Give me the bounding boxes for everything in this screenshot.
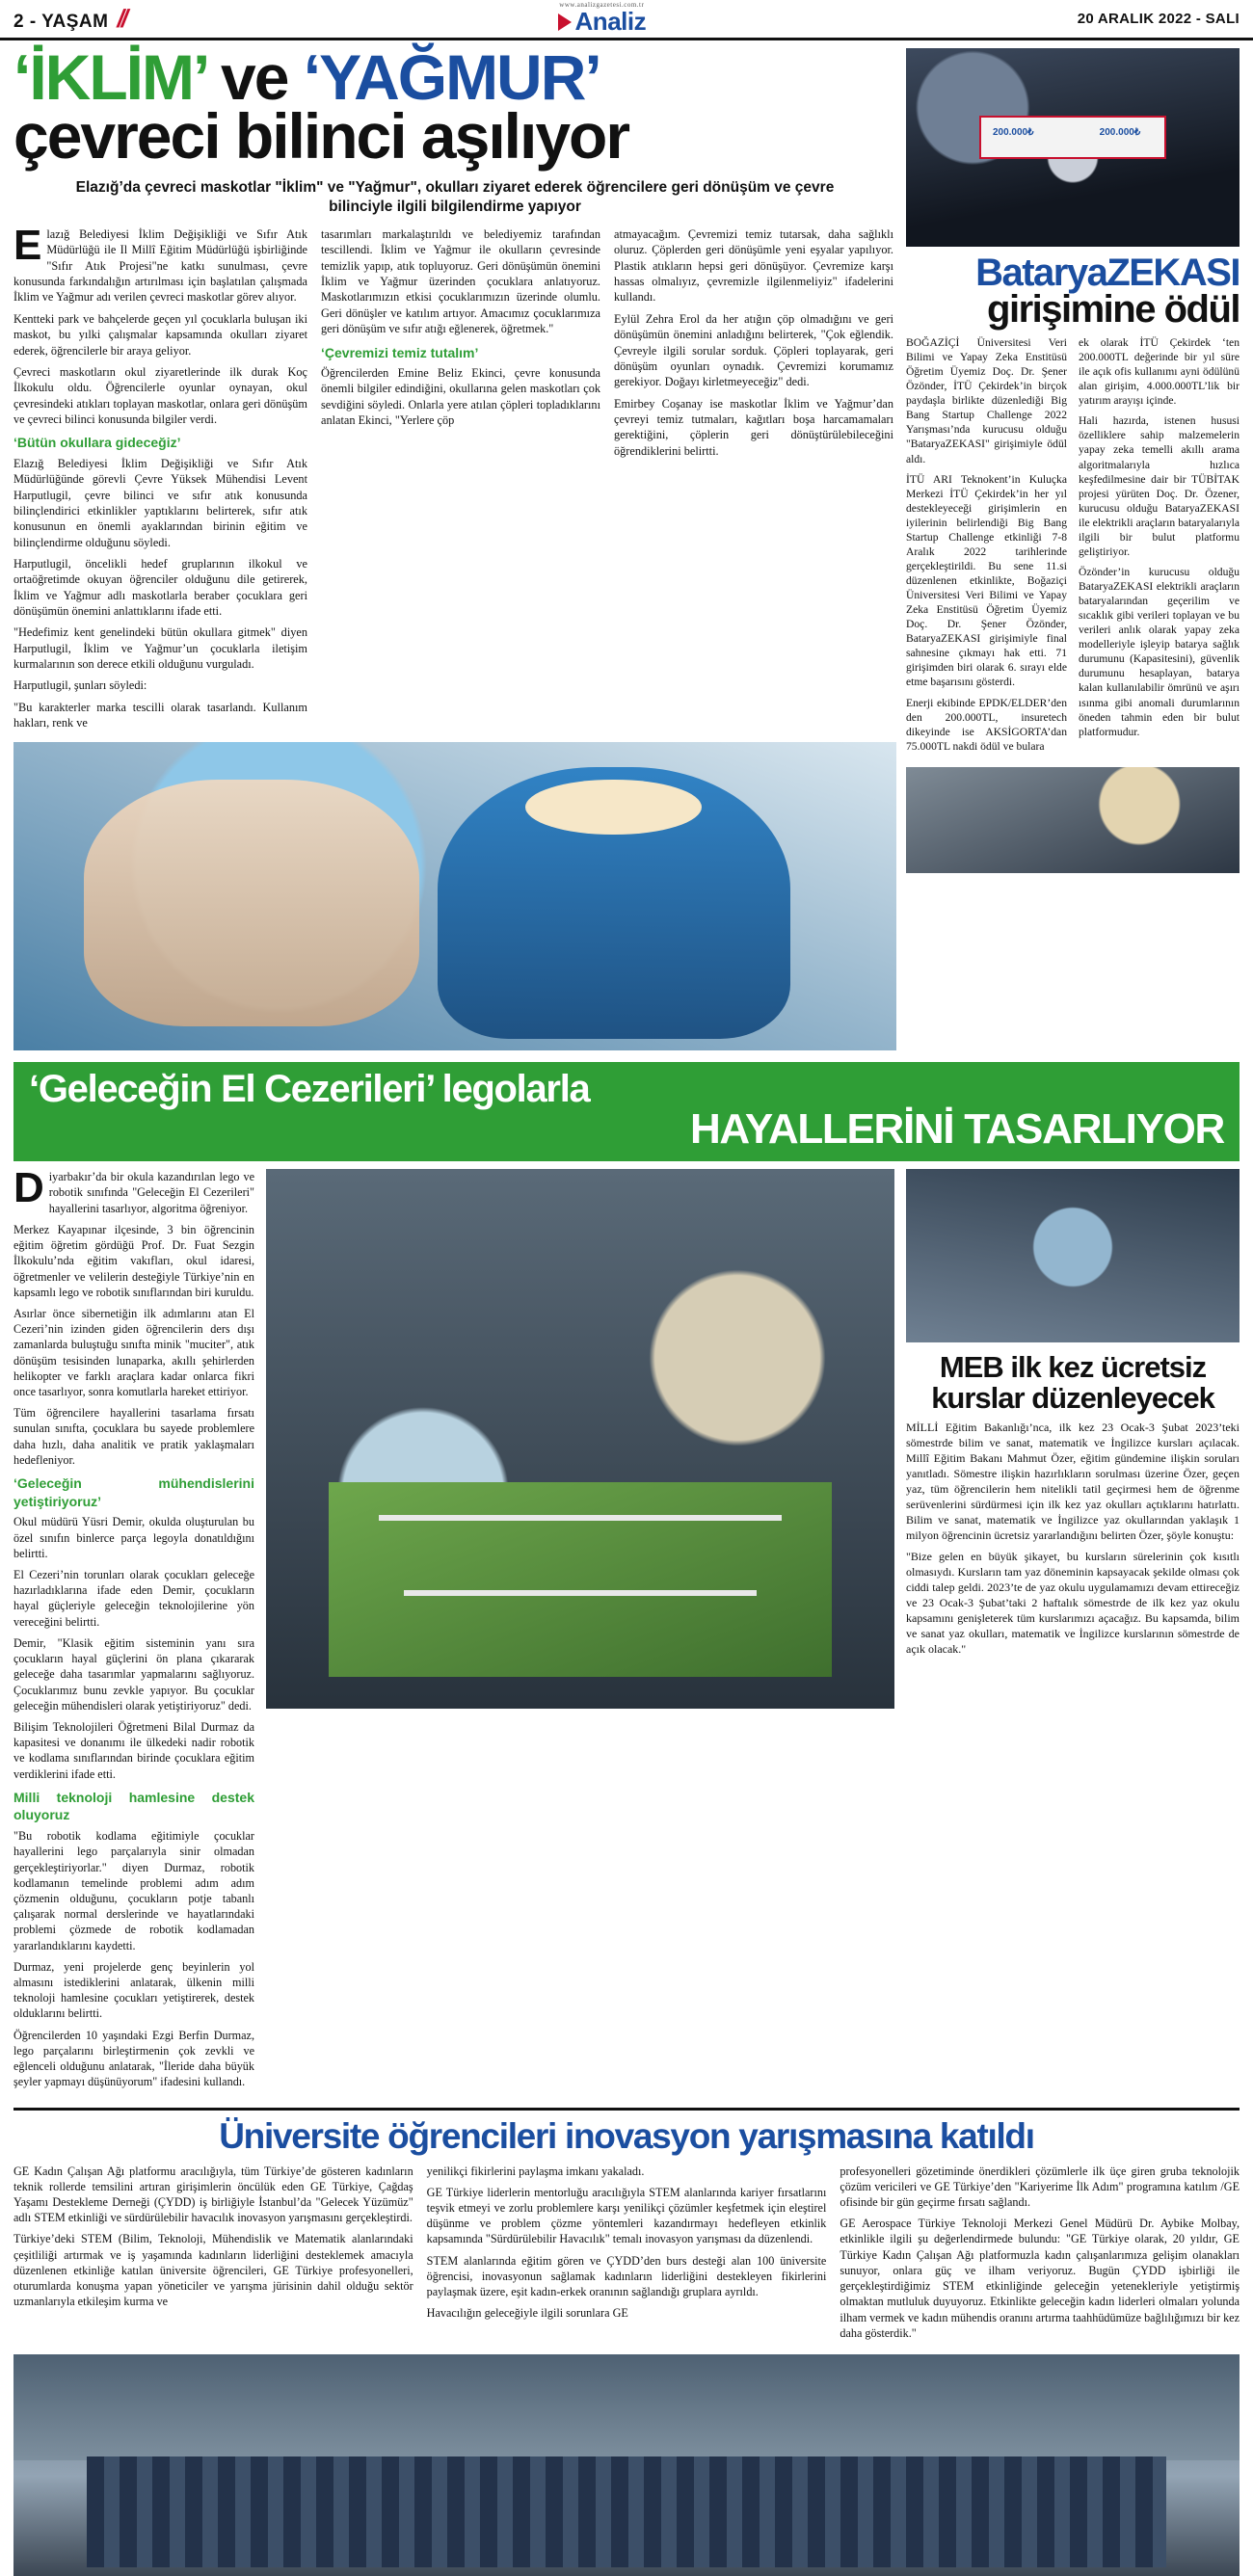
- paragraph: yenilikçi fikirlerini paylaşma imkanı yakaladı.: [426, 2164, 645, 2178]
- paragraph: Kentteki park ve bahçelerde geçen yıl çocuklarla buluşan iki maskot, bu yılki çalışmalar kapsamında okulları ziyaret ederek, öğrencilerle bir araya geliyor.: [13, 311, 307, 358]
- paragraph: GE Kadın Çalışan Ağı platformu aracılığıyla, tüm Türkiye’de gösteren kadınların teknik rollerde temsilini artıran girişimlerin öncülük eden GE Türkiye, Çağdaş Yaşamı Destekleme Derneği (ÇYDD) iş birliğiyle İstanbul’da "Gelecek Yüzümüz" adlı STEM etkinliği ve sürdürülebilir havacılık inovasyon yarışmasını gerçekleştirdi.: [13, 2164, 413, 2225]
- paragraph: tasarımları markalaştırıldı ve belediyemiz tarafından tescillendi. İklim ve Yağmur ile okulların çevresinde temizlik yapıp, atık topluyoruz. Geri dönüşümün önemini İklim ve Yağmur üzerinden çocuklara anlatıyoruz. Maskotlarımızın etkisi çocuklarımızın üzerinde olumlu. Geri dönüşler ve katılım artıyor. Amacımız çocuklarımıza geri dönüşüm ve sıfır atığı eğlenerek, öğretmek.": [321, 227, 600, 336]
- standfirst: Elazığ’da çevreci maskotlar "İklim" ve "Yağmur", okulları ziyaret ederek öğrencilere geri dönüşüm ve çevre bilinciyle ilgili bilgilendirme yapıyor: [75, 179, 835, 216]
- paragraph: Merkez Kayapınar ilçesinde, 3 bin öğrencinin eğitim öğretim gördüğü Prof. Dr. Fuat Sezgin İlkokulu’nda eğitim vakıfları, okul idaresi, öğretmenler ve velilerin desteğiyle Türkiye’nin en kapsamlı lego ve robotik sınıflarından biri kuruldu.: [13, 1222, 254, 1299]
- story-lego: [13, 1062, 1240, 2095]
- masthead-left: [13, 4, 130, 34]
- issue-date: 20 ARALIK 2022 - SALI: [1077, 11, 1240, 27]
- mascot-photo: [13, 742, 896, 1050]
- rail-column-2: [1079, 335, 1240, 759]
- main-column-1: [13, 222, 307, 736]
- uni-headline: Üniversite öğrencileri inovasyon yarışmasına katıldı: [219, 2115, 1034, 2156]
- rail-body: [906, 335, 1240, 759]
- page-content: [0, 41, 1253, 2576]
- paragraph: Türkiye’deki STEM (Bilim, Teknoloji, Mühendislik ve Matematik alanlarındaki çeşitliliği artırmak ve iş yaşamında kadınların liderliğini desteklemek amacıyla düzenlenen etkinliğe katılan üniversite öğrencileri, GE Türkiye profesyonelleri, oturumlarda konuşma yapan yöneticiler ve yarışma jürisinin dahil olduğu sektör uzmanlarıyla etkileşim kurma ve: [13, 2232, 413, 2309]
- rail-headline-line-1: BataryaZEKASI: [975, 252, 1240, 294]
- uni-column-3: [840, 2164, 1240, 2347]
- main-column-3: [614, 226, 893, 736]
- rail-column-1: [906, 335, 1067, 759]
- paragraph: Asırlar önce sibernetiğin ilk adımlarını atan El Cezeri’nin izinden giden öğrencilerin ders dışı zamanlarda buluştuğu sınıfta minik "muciter", atık dönüşüm tesisinden lunaparka, akıllı şehirlerden helikopter ve farklı araçlara kadar onlarca fikri once tasarlıyor, sonra komutlarla hareket ettiriyor.: [13, 1306, 254, 1399]
- paragraph: "Bize gelen en büyük şikayet, bu kursların sürelerinin çok kısıtlı olmasıydı. Kursların tam yaz döneminin kapsayacak şekilde olması çok ciddi talep geldi. 2023’te de yaz okulu uygulamamızı devam ettireceğiz ve 23 Ocak-3 Şubat’taki 2 haftalık sömestrde de ilk kez yaz okulu kapsamını genişleterek tüm kurslarımızı açacağız. Bu kapsamda, bilim ve sanat yaz okulları, matematik ve İngilizce kurslarının sömestrde de açık olacak.": [906, 1550, 1240, 1656]
- paragraph: Durmaz, yeni projelerde genç beyinlerin yol almasını istediklerini anlatarak, ülkenin milli teknoloji hamlesine çocukları yetiştirerek, destek olduklarını belirtti.: [13, 1959, 254, 2021]
- uni-group-photo: [13, 2354, 1240, 2576]
- paragraph: El Cezeri’nin torunları olarak çocukları geleceğe hazırladıklarına ifade eden Demir, çocukların hayal güçleriyle geleceğin teknolojilerine yön vereceğini belirtti.: [13, 1568, 254, 1629]
- headline-line-2: çevreci bilinci aşılıyor: [13, 99, 629, 172]
- story-main: [13, 41, 896, 1050]
- main-column-2: [321, 226, 600, 736]
- rail-headline-line-2: girişimine ödül: [987, 288, 1240, 331]
- meb-body: [906, 1421, 1240, 1657]
- paragraph: Elazığ Belediyesi İklim Değişikliği ve Sıfır Atık Müdürlüğünde görevli Çevre Yüksek Mühendisi Levent Harputlugil, çevre bilinci ve sıfır atık konusunda bilinçlendirici etkinlikler yaptıklarını belirterek, sıfır atık konusunun en önemli ayaklarından birinin eğitim ve bilinçlendirme olduğunu söyledi.: [13, 456, 307, 549]
- paragraph: Havacılığın geleceğiyle ilgili sorunlara GE: [426, 2306, 628, 2321]
- paragraph: GE Aerospace Türkiye Teknoloji Merkezi Genel Müdürü Dr. Aybike Molbay, etkinlikle ilgili şu değerlendirmede bulundu: "GE Türkiye olarak, 20 yıldır, GE Türkiye Kadın Çalışan Ağı platformuzla kadın çalışanlarımıza gelişim olanakları sunuyor, onlara güç ve ilham veriyoruz. Bugün ÇYDD işbirliği ile gerçekleştirdiğimiz STEM etkinliğinde geleceğin yetenekleriyle yetiştirmiş olmaktan mutluluk duyuyoruz. Etkinlikte geleceğin kadın liderleri olmaları yolunda ilham vermek ve kadın mühendis oranını artırma taahhüdümüze bağlılığımızı bir kez daha gösterdik.": [840, 2217, 1240, 2340]
- paragraph: Öğrencilerden 10 yaşındaki Ezgi Berfin Durmaz, lego parçalarını birleştirmenin çok zevkli ve eğlenceli olduğunu anlatarak, "İleride daha büyük şeyler yapmayı düşünüyorum" ifadesini kullandı.: [13, 2028, 254, 2089]
- headline-part-iklim: ‘İKLİM’: [13, 41, 205, 113]
- lego-body: [13, 1164, 1240, 2095]
- logo-text: Analiz: [574, 7, 647, 36]
- paragraph: İTÜ ARI Teknokent’in Kuluçka Merkezi İTÜ Çekirdek’in her yıl destekleyeceği girişimlerin en iyilerinin belirlendiği Big Bang Startup Challenge etkinliği 7-8 Aralık 2022 tarihlerinde gerçekleştirildi. Bu sene 11.si düzenlenen etkinlikte, Boğaziçi Üniversitesi Veri Bilimi ve Yapay Zeka Enstitüsü Öğretim Üyemiz Doç. Dr. Şener Özönder, BataryaZEKASI girişimiyle final sahnesine çıkmayı hak etti. 71 girişimden biri olarak 6. sırayı elde etme başarısını gösterdi.: [906, 472, 1067, 689]
- paragraph: Demir, "Klasik eğitim sisteminin yanı sıra çocukların hayal güçlerini ön plana çıkararak geleceğe daha tasarımlar yapmalarını sağlıyoruz. Çocuklarımız bunu zevkle yapıyor. Bu çocuklar geleceğin mühendisleri olarak yetiştiriyoruz" dedi.: [13, 1635, 254, 1713]
- paragraph: BOĞAZİÇİ Üniversitesi Veri Bilimi ve Yapay Zeka Enstitüsü Öğretim Üyemiz Doç. Dr. Şener Özönder, İTÜ Çekirdek’in birçok paydaşla birlikte düzenlediği Big Bang Startup Challenge 2022 Yarışması’nda kurucusu olduğu "BataryaZEKASI" girişimiyle ödül aldı.: [906, 336, 1067, 465]
- uni-body: [13, 2164, 1240, 2347]
- paragraph: Diyarbakır’da bir okula kazandırılan lego ve robotik sınıfında "Geleceğin El Cezerileri" hayallerini tasarlıyor, algoritma öğreniyor.: [13, 1164, 254, 1215]
- paragraph: Harputlugil, şunları söyledi:: [13, 678, 147, 693]
- paragraph: Enerji ekibinde EPDK/ELDER’den den 200.000TL, insuretech dikeyinde ise AKSİGORTA’dan 75.000TL nakdi ödül ve bulara: [906, 696, 1067, 753]
- rail-headline: [906, 252, 1240, 331]
- headline-part-yagmur: ‘YAĞMUR’: [303, 41, 600, 113]
- paragraph: atmayacağım. Çevremizi temiz tutarsak, daha sağlıklı oluruz. Çöplerden geri dönüşümle yeni eşyalar yapılıyor. Plastik atıkların hepsi geri dönüşüyor. Çevremize karşı hassas olmalıyız, çevremizle ilgilenmeliyiz" ifadelerini kullandı.: [614, 227, 893, 305]
- award-photo: 200.000₺ 200.000₺: [906, 48, 1240, 247]
- headline-part-ve: ve: [221, 41, 288, 113]
- top-section: [13, 41, 1240, 1050]
- subheading: Milli teknoloji hamlesine destek oluyoruz: [13, 1789, 254, 1823]
- paragraph: Çevreci maskotların okul ziyaretlerinde ilk durak Koç İlkokulu oldu. Öğrencilerle oyunlar oynayan, okul çevresindeki atıkları toplayan maskotlar, onlara geri dönüşüm ve çevreci bilinci konusunda bilgiler verdi.: [13, 364, 307, 426]
- subheading: ‘Bütün okullara gideceğiz’: [13, 435, 181, 451]
- meb-headline: MEB ilk kez ücretsiz kurslar düzenleyecek: [931, 1350, 1214, 1415]
- paragraph: Hali hazırda, istenen hususi özelliklere sahip malzemelerin yapay zeka temelli akıllı arama algoritmalarıyla hızlıca keşfedilmesine dair bir TÜBİTAK projesi yürüten Doç. Dr. Özener, kurucusu olduğu BataryaZEKASI ile elektrikli araçların bataryalarıyla ilgili bir bulut platformu geliştiriyor.: [1079, 414, 1240, 558]
- paragraph: ek olarak İTÜ Çekirdek ‘ten 200.000TL değerinde bir yıl süre ile açık ofis kullanımı ayni ödülünü alan girişim, 4.000.000TL’lik bir yatırım arayışı içinde.: [1079, 336, 1240, 408]
- uni-column-2: [427, 2164, 827, 2347]
- meb-section: [906, 1169, 1240, 2095]
- story-university: [13, 2108, 1240, 2576]
- right-rail: [906, 48, 1240, 1050]
- lego-headline-line-2: HAYALLERİNİ TASARLIYOR: [689, 1105, 1224, 1154]
- paragraph: Emirbey Coşanay ise maskotlar İklim ve Yağmur’dan çevreyi temiz tutmaları, kağıtları boşa harcamamaları gerektiğini, çöplerin geri dönüştürülebileceğini öğrendiklerini belirtti.: [614, 396, 893, 458]
- logo-text-wrap: [558, 7, 647, 37]
- subheading: ‘Geleceğin mühendislerini yetiştiriyoruz’: [13, 1475, 254, 1509]
- lego-column-1: [13, 1164, 254, 2095]
- paragraph: Harputlugil, öncelikli hedef gruplarının ilkokul ve ortaöğretimde okuyan öğrenciler olduğunu dile getirerek, İklim ve Yağmur adlı maskotlarla beraber çocuklara geri dönüşümün önemini anlattıklarını ifade etti.: [13, 556, 307, 618]
- paragraph: "Bu karakterler marka tescilli olarak tasarlandı. Kullanım hakları, renk ve: [13, 700, 307, 730]
- paragraph: Elazığ Belediyesi İklim Değişikliği ve Sıfır Atık Müdürlüğü ile Il Millî Eğitim Müdürlüğü işbirliğinde "Sıfır Atık Projesi"ne katkı sunulması, çevre konusunda farkındalığın artırılması için başlatılan çalışmada İklim ve Yağmur adı verilen çevreci maskotlar görev alıyor.: [13, 222, 307, 305]
- paragraph: Özönder’in kurucusu olduğu BataryaZEKASI elektrikli araçların bataryalarından geçerilim ve sıcaklık gibi verileri toplayan ve bu verileri anlık olarak yapay zeka modelleriyle işleyip batarya sağlık durumunu (Kapasitesini), güvenlik durumunu hesaplayan, batarya kalan kullanılabilir ömrünü ve aşırı ısınma gibi anomali durumlarının öneden tahmin eden bir bulut platformudur.: [1079, 565, 1240, 738]
- logo-url: www.analizgazetesi.com.tr: [559, 1, 645, 9]
- lego-classroom-photo: [266, 1169, 894, 1709]
- paragraph: profesyonelleri gözetiminde önerdikleri çözümlerle ilk üçe giren gruba teknolojik çözüm vericileri ve GE Türkiye’den "Kariyerime İlk Adım" programına katılım /GE ofisinde bir gün geçirme fırsatı sağlandı.: [840, 2164, 1240, 2210]
- main-body-columns: [13, 222, 896, 736]
- paragraph: "Hedefimiz kent genelindeki bütün okullara gitmek" diyen Harputlugil, İklim ve Yağmur’un çocuklarla iletişim kurmalarının son derece etkili olduğunu vurguladı.: [13, 625, 307, 671]
- logo: [558, 1, 647, 37]
- paragraph: "Bu robotik kodlama eğitimiyle çocuklar hayallerini lego parçalarıyla sinir olmadan gerçekleştiriyorlar." diyen Durmaz, robotik kodlamanın temelinde problemi adım adım çözmenin olduğunu, çocukların potje tabanlı çalışarak normal derslerinde ve hayatlarındaki problemi çözmede de robotik kodlamadan yararlandıklarını kaydetti.: [13, 1829, 254, 1952]
- masthead: [0, 0, 1253, 40]
- paragraph: Okul müdürü Yüsri Demir, okulda oluşturulan bu özel sınıfın binlerce parça legoyla donatıldığını belirtti.: [13, 1515, 254, 1560]
- lego-headline-line-1: ‘Geleceğin El Cezerileri’ legolarla: [29, 1068, 590, 1111]
- paragraph: GE Türkiye liderlerin mentorluğu aracılığıyla STEM alanlarında kariyer fırsatlarını teşvik etmeyi ve zorlu problemlere karşı yenilikçi çözümler keşfetmek için eleştirel düşünme ve problem çözme yöntemleri kazandırmayı hedefleyen etkinlik kapsamında "Sürdürülebilir Havacılık" temalı inovasyon yarışması da düzenlendi.: [426, 2185, 827, 2246]
- main-headline: [13, 41, 896, 172]
- paragraph: Eylül Zehra Erol da her atığın çöp olmadığını ve geri dönüşümün önemini anladığını belirterek, "Çok eğlendik. Çevreyle ilgili sorular sorduk. Çöpleri toplayarak, geri dönüşüm oyunları oynadık. Çevremizi korumamız gerekiyor. Doğayı kirletmeyeceğiz" dedi.: [614, 311, 893, 389]
- uni-column-1: [13, 2164, 413, 2347]
- subheading: ‘Çevremizi temiz tutalım’: [321, 344, 479, 360]
- meb-photo: [906, 1169, 1240, 1342]
- page-number-label: 2 - YAŞAM: [13, 12, 109, 32]
- paragraph: STEM alanlarında eğitim gören ve ÇYDD’den burs desteği alan 100 üniversite öğrencisi, inovasyonun sağlamak kadınların liderliğini destekleyen fikirlerini paylaşmak üzere, eşit kadın-erkek oranının sağlandığı gruplara ayrıldı.: [426, 2253, 827, 2299]
- paragraph: Tüm öğrencilere hayallerini tasarlama fırsatı sunulan sınıfta, çocuklara bu sayede problemlere daha hızlı, daha analitik ve pratik yaklaşmaları hedefleniyor.: [13, 1406, 254, 1467]
- paragraph: MİLLİ Eğitim Bakanlığı’nca, ilk kez 23 Ocak-3 Şubat 2023’teki sömestrde bilim ve sanat, matematik ve İngilizce kursları açılacak. Millî Eğitim Bakanı Mahmut Özer, eğitim gündemine ilişkin soruları yanıtladı. Sömestre ilişkin hazırlıkların sorulması üzerine Özer, geçen yaz, tüm öğrencilerin hem nitelikli tatil geçirmesi hem de öğrenme serüvenlerini sürdürmesi için ilk kez yaz okulları açtıklarını hatırlattı. Bilim ve sanat, matematik ve İngilizce yaz okullarından yaklaşık 1 milyon öğrencinin ücretsiz yararlandığını belirten Özer, şöyle konuştu:: [906, 1421, 1240, 1543]
- paragraph: Öğrencilerden Emine Beliz Ekinci, çevre konusunda önemli bilgiler edindiğini, okullarına gelen maskotları çok sevdiğini söyledi. Onlarla yere atılan çöpleri topladıklarını anlatan Ekinci, "Yerlere çöp: [321, 366, 600, 428]
- classroom-photo-small: [906, 767, 1240, 873]
- paragraph: Bilişim Teknolojileri Öğretmeni Bilal Durmaz da kapasitesi ve donanımı ile ülkedeki nadir robotik ve kodlama sınıflarından birinde çocuklara eğitim verdiklerini ifade etti.: [13, 1719, 254, 1781]
- triangle-icon: [558, 13, 572, 31]
- lego-headline-band: [13, 1062, 1240, 1161]
- slash-decoration-icon: //: [115, 4, 130, 33]
